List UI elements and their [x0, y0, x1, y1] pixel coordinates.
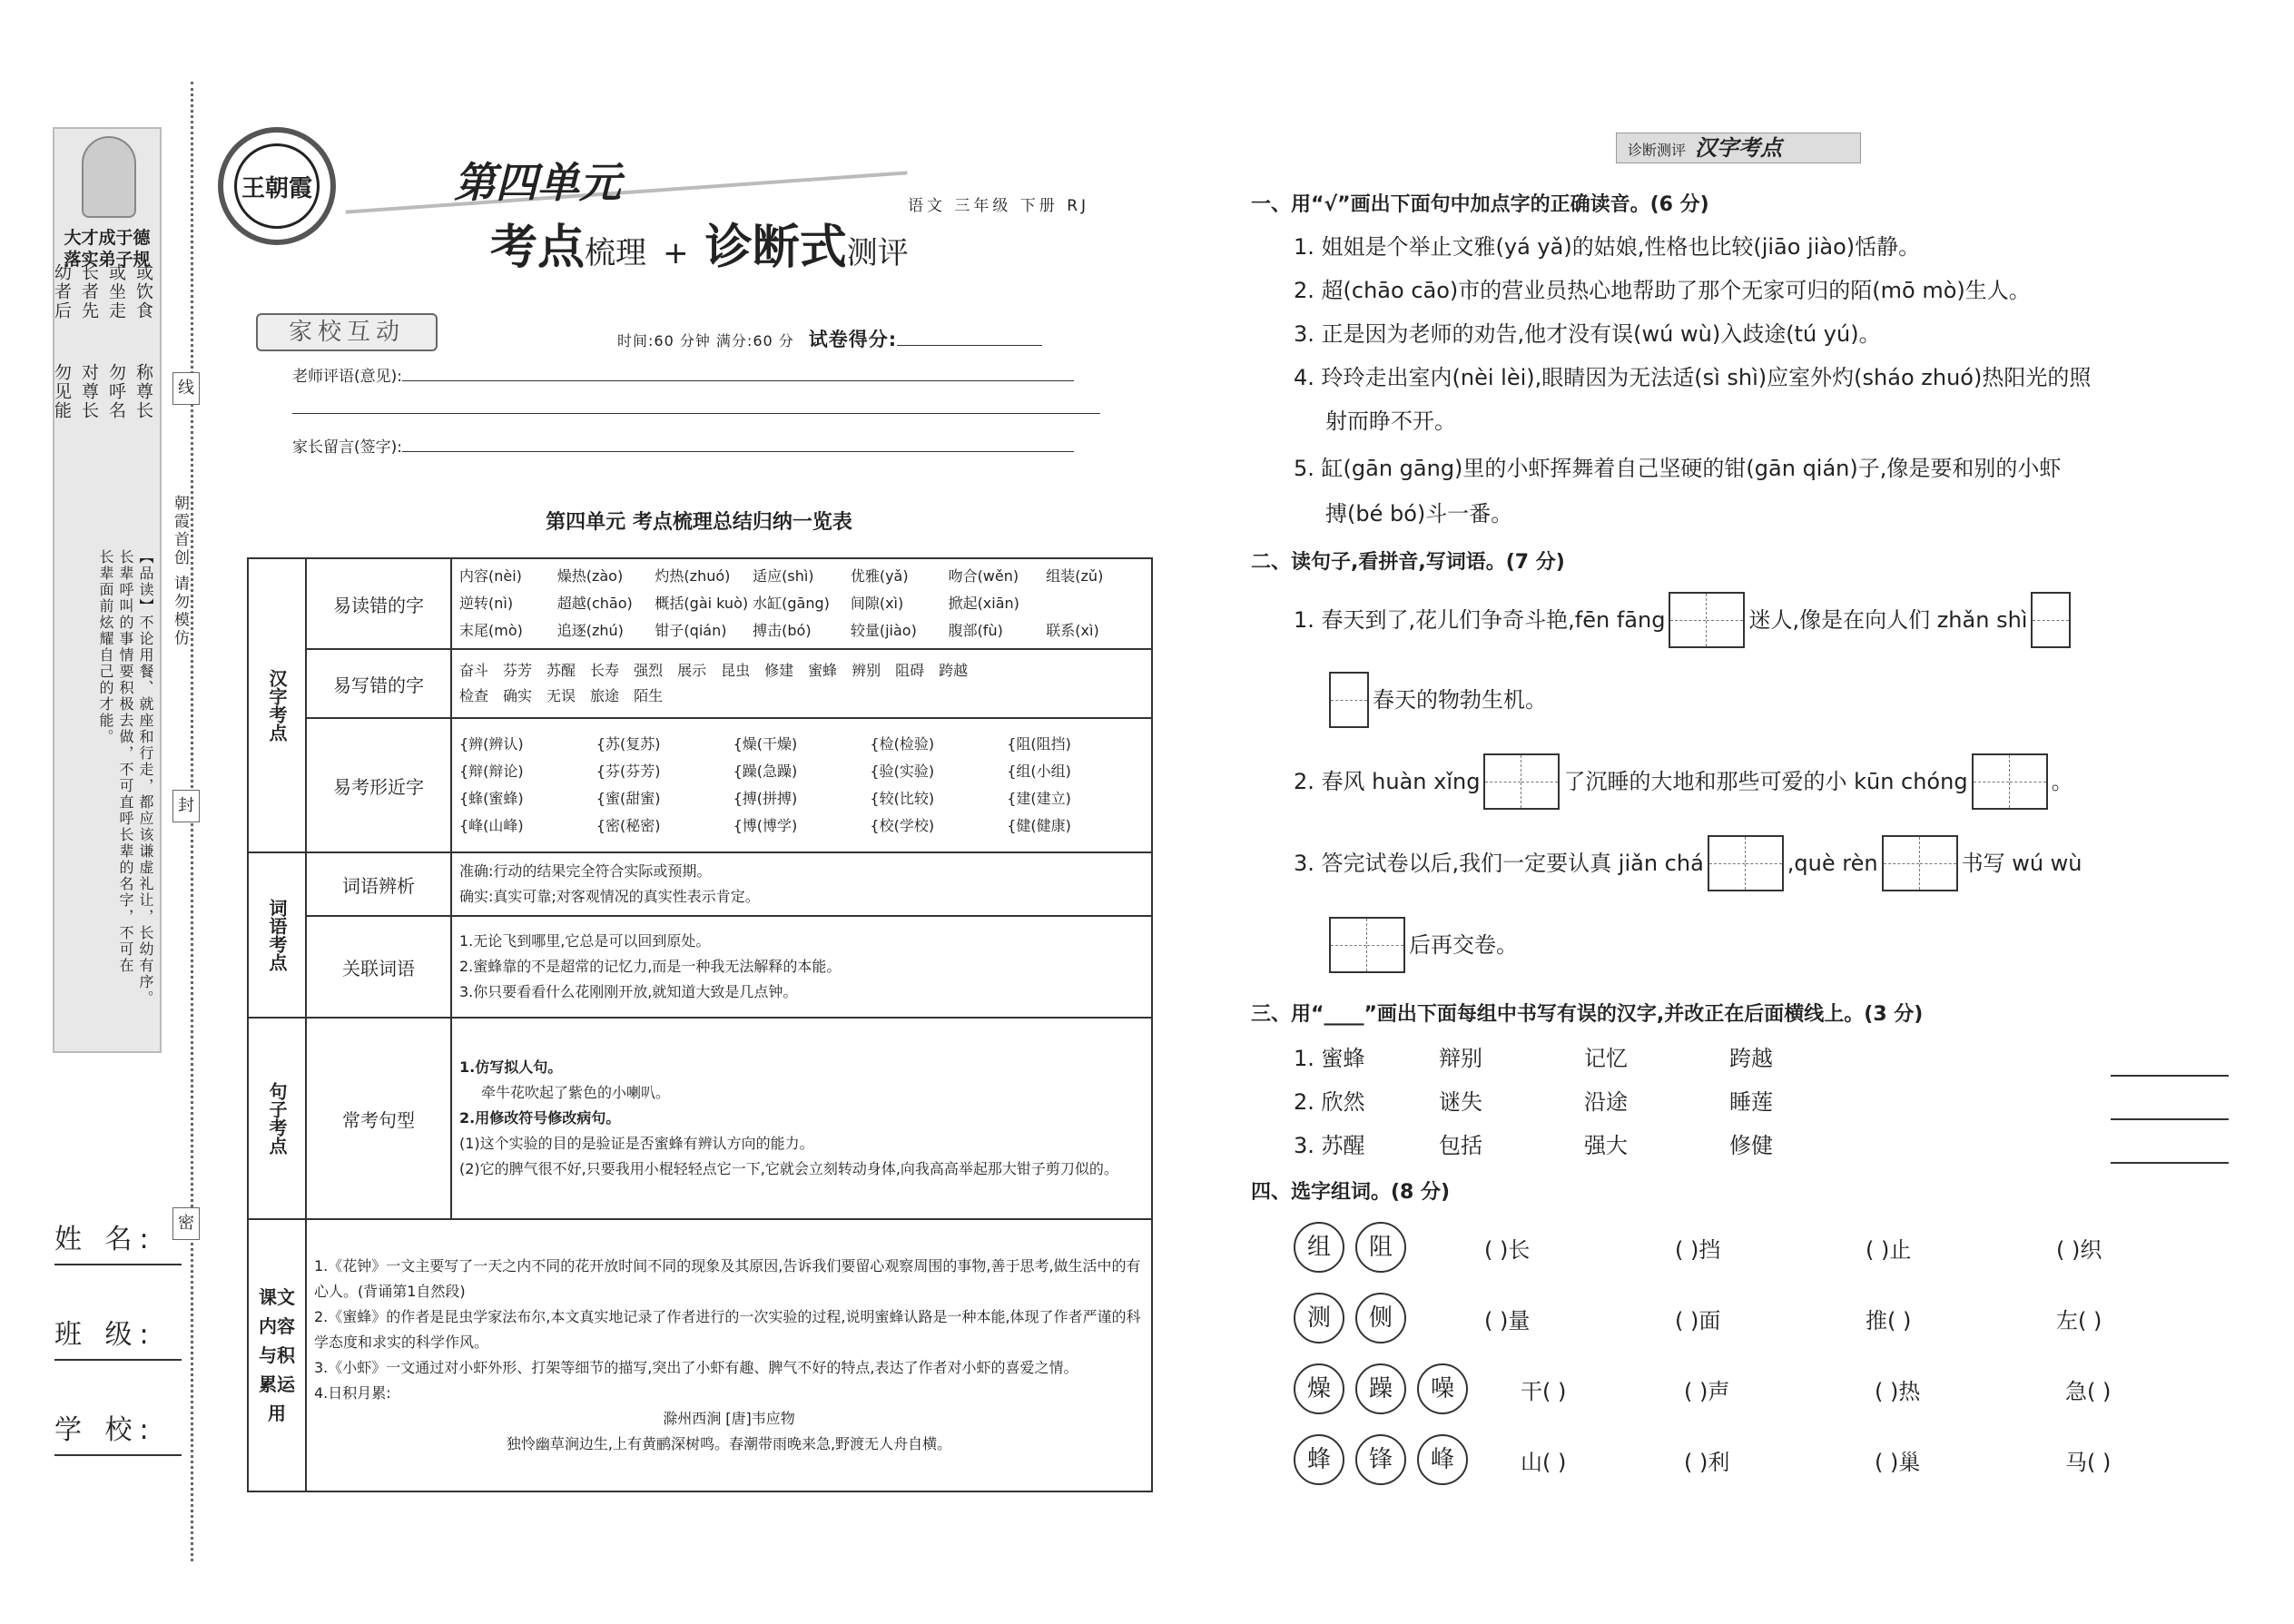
word: {检(检验): [870, 735, 935, 753]
q4-blank[interactable]: ( )热: [1875, 1378, 1921, 1404]
q4-blank[interactable]: 山( ): [1521, 1449, 1567, 1475]
word: 无误: [546, 687, 576, 704]
q3-word[interactable]: 3. 苏醒: [1294, 1133, 1365, 1158]
q4-blank[interactable]: ( )声: [1684, 1378, 1730, 1404]
q1-item[interactable]: 1. 姐姐是个举止文雅(yá yǎ)的姑娘,性格也比较(jiāo jiào)恬静。: [1294, 234, 1921, 260]
poem-title: 滁州西涧 [唐]韦应物: [663, 1410, 795, 1427]
home-school-badge: 家校互动: [256, 313, 438, 351]
copyright-vertical: 朝霞首创 请勿模仿: [171, 495, 189, 648]
word: 修建: [764, 662, 794, 679]
r2-content: [451, 649, 1152, 718]
word: 追逐(zhú): [556, 622, 624, 639]
row-label: 词语辨析: [306, 852, 451, 916]
unit-title: 第四单元: [454, 158, 621, 207]
school-field[interactable]: 学 校:: [54, 1407, 182, 1456]
q2-text: 1. 春天到了,花儿们争奇斗艳,fēn fāng: [1294, 607, 1666, 633]
child-figure-icon: [82, 136, 136, 218]
score-label: 试卷得分:: [808, 329, 898, 350]
name-field[interactable]: 姓 名:: [54, 1216, 182, 1265]
q3-word[interactable]: 记忆: [1584, 1046, 1628, 1071]
verse-col: 或坐走: [106, 263, 126, 320]
word: 蜜蜂: [808, 662, 838, 679]
char-circle: 躁: [1355, 1363, 1406, 1414]
word: {芬(芬芳): [596, 763, 661, 780]
writing-box[interactable]: [1669, 592, 1745, 648]
q4-blank[interactable]: 马( ): [2065, 1449, 2112, 1475]
line: 1.《花钟》一文主要写了一天之内不同的花开放时间不同的现象及其原因,告诉我们要留心观察周围的事物,善于思考,做生活中的有心人。(背诵第1自然段): [314, 1257, 1141, 1300]
word: 逆转(nì): [459, 595, 514, 612]
q4-blank[interactable]: 推( ): [1866, 1307, 1912, 1334]
word: {躁(急躁): [733, 763, 798, 780]
poem-body: 独怜幽草涧边生,上有黄鹂深树鸣。春潮带雨晚来急,野渡无人舟自横。: [506, 1435, 952, 1452]
word: 旅途: [590, 687, 620, 704]
word: {峰(山峰): [459, 817, 524, 834]
row-label: 关联词语: [306, 916, 451, 1018]
line: (2)它的脾气很不好,只要我用小棍轻轻点它一下,它就会立刻转动身体,向我高高举起那大钳子剪刀似的。: [459, 1160, 1118, 1177]
q2-text: 。: [2051, 769, 2073, 794]
word: 芬芳: [503, 662, 533, 679]
verse-col: 对尊长: [79, 363, 99, 420]
title-part: 梳理: [585, 235, 647, 271]
q3-word[interactable]: 修健: [1729, 1133, 1773, 1158]
verse-col: 勿见能: [52, 363, 72, 420]
r1-content: [451, 558, 1152, 649]
line: 确实:真实可靠;对客观情况的真实性表示肯定。: [459, 888, 760, 905]
word: {组(小组): [1007, 763, 1071, 780]
q1-item[interactable]: 3. 正是因为老师的劝告,他才没有误(wú wù)入歧途(tú yú)。: [1294, 321, 1881, 347]
word: {建(建立): [1007, 790, 1071, 807]
word: 长寿: [590, 662, 620, 679]
q3-word[interactable]: 包括: [1439, 1133, 1482, 1158]
page-title: [490, 209, 909, 277]
motto-line: 落实弟子规: [64, 250, 151, 270]
section-2-title: 二、读句子,看拼音,写词语。(7 分): [1251, 551, 1565, 574]
word: {燥(干燥): [733, 735, 798, 753]
seal-mark: 封: [172, 790, 200, 822]
row-label: 易写错的字: [306, 649, 451, 718]
q4-blank[interactable]: ( )利: [1684, 1449, 1730, 1475]
q4-blank[interactable]: ( )长: [1484, 1236, 1531, 1263]
q4-row: [1294, 1222, 2247, 1273]
writing-box[interactable]: [2031, 592, 2071, 648]
line: 1.无论飞到哪里,它总是可以回到原处。: [459, 932, 711, 950]
q2-line-3: [1294, 835, 2082, 891]
answer-line[interactable]: [2111, 1127, 2229, 1164]
r3-content: [451, 718, 1152, 852]
score-input[interactable]: [897, 345, 1042, 346]
teacher-input[interactable]: [402, 380, 1074, 381]
q4-blank[interactable]: ( )止: [1866, 1236, 1912, 1263]
word: {博(博学): [733, 817, 798, 834]
word: 辨别: [852, 662, 881, 679]
word: 适应(shì): [753, 567, 814, 585]
word: 钳子(qián): [655, 622, 727, 639]
q4-blank[interactable]: 急( ): [2065, 1378, 2112, 1404]
q2-text: 后再交卷。: [1409, 932, 1518, 958]
line: 2.蜜蜂靠的不是超常的记忆力,而是一种我无法解释的本能。: [459, 958, 842, 975]
word: 灼热(zhuó): [655, 567, 731, 585]
line: 3.《小虾》一文通过对小虾外形、打架等细节的描写,突出了小虾有趣、脾气不好的特点,表达了作者对小虾的喜爱之情。: [314, 1359, 1078, 1376]
word: {搏(拼搏): [733, 790, 798, 807]
r5-content: [451, 916, 1152, 1018]
word: 间隙(xì): [850, 595, 904, 612]
word: 苏醒: [546, 662, 576, 679]
parent-comment: [292, 434, 1074, 457]
title-part: 测评: [846, 235, 909, 271]
q4-blank[interactable]: ( )面: [1675, 1307, 1721, 1334]
section-badge: [1616, 133, 1861, 163]
section-3-title: 三、用“____”画出下面每组中书写有误的汉字,并改正在后面横线上。(3 分): [1251, 1003, 1924, 1026]
parent-label: 家长留言(签字):: [292, 438, 402, 457]
writing-box[interactable]: [1882, 835, 1958, 891]
char-circle: 噪: [1417, 1363, 1468, 1414]
q2-line-1: [1294, 592, 2074, 648]
word: 腹部(fù): [948, 622, 1003, 639]
sidebar-verse-lower: [52, 363, 154, 536]
answer-line[interactable]: [2111, 1084, 2229, 1120]
writing-box[interactable]: [1329, 672, 1369, 728]
q2-text: 书写 wú wù: [1961, 851, 2082, 876]
row-label: 易读错的字: [306, 558, 451, 649]
word: {验(实验): [870, 763, 935, 780]
writing-box[interactable]: [1972, 753, 2048, 810]
word: {蜂(蜜蜂): [459, 790, 524, 807]
word: 昆虫: [721, 662, 751, 679]
verse-col: 幼者后: [52, 263, 72, 320]
q3-word[interactable]: 沿途: [1584, 1089, 1628, 1115]
char-circle: 侧: [1355, 1293, 1406, 1343]
word: {辨(辨认): [459, 735, 524, 753]
line: 1.仿写拟人句。: [459, 1058, 563, 1076]
q2-text: 2. 春风 huàn xǐng: [1294, 769, 1481, 794]
q2-line-1b: [1325, 672, 1547, 728]
word: 组装(zǔ): [1046, 567, 1104, 585]
title-part: 诊断式: [704, 221, 847, 275]
category-hanzi: 汉字考点: [248, 558, 306, 852]
q3-word[interactable]: 1. 蜜蜂: [1294, 1046, 1365, 1071]
q2-text: 迷人,像是在向人们 zhǎn shì: [1748, 607, 2028, 633]
q1-item-cont: 射而睁不开。: [1325, 408, 1456, 434]
motto-line: 大才成于德: [64, 228, 151, 248]
writing-box[interactable]: [1329, 917, 1405, 973]
q4-row: [1294, 1363, 2256, 1414]
q3-word[interactable]: 跨越: [1729, 1046, 1773, 1071]
parent-input[interactable]: [402, 451, 1074, 452]
q2-text: 春天的物勃生机。: [1373, 687, 1547, 713]
q4-blank[interactable]: 左( ): [2056, 1307, 2102, 1334]
category-ciyu: 词语考点: [248, 852, 306, 1018]
title-plus: +: [663, 235, 689, 271]
answer-line[interactable]: [2111, 1040, 2229, 1077]
badge-small: 诊断测评: [1628, 142, 1687, 159]
word: 检查: [459, 687, 489, 704]
q3-word[interactable]: 谜失: [1439, 1089, 1482, 1115]
r6-content: [451, 1018, 1152, 1219]
q4-blank[interactable]: ( )织: [2056, 1236, 2102, 1263]
sidebar-quote: [64, 549, 154, 1039]
q2-line-2: [1294, 753, 2073, 810]
row-label: 易考形近字: [306, 718, 451, 852]
q3-row: [1294, 1084, 2229, 1120]
verse-col: 勿呼名: [106, 363, 126, 420]
q4-blank[interactable]: ( )挡: [1675, 1236, 1721, 1263]
q3-word[interactable]: 强大: [1584, 1133, 1628, 1158]
word: {阻(阻挡): [1007, 735, 1071, 753]
title-part: 考点: [490, 221, 586, 275]
q3-word[interactable]: 2. 欣然: [1294, 1089, 1365, 1115]
word: 强烈: [634, 662, 664, 679]
verse-col: 称尊长: [133, 363, 153, 420]
word: 展示: [677, 662, 707, 679]
quote-col: 【品读】不论用餐、就座和行走，都应该谦虚礼让，长幼有序。: [137, 549, 154, 1007]
logo-text: 王朝霞: [234, 143, 320, 229]
verse-col: 或饮食: [133, 263, 153, 320]
exam-info: [617, 325, 1042, 352]
char-circle: 燥: [1294, 1363, 1344, 1414]
grade-label: 语文 三年级 下册 RJ: [908, 197, 1090, 215]
word: {密(秘密): [596, 817, 661, 834]
q2-text: 了沉睡的大地和那些可爱的小 kūn chóng: [1563, 769, 1968, 794]
q4-row: [1294, 1293, 2247, 1343]
q3-row: [1294, 1127, 2229, 1164]
verse-col: 长者先: [79, 263, 99, 320]
word: {健(健康): [1007, 817, 1071, 834]
summary-table: [247, 557, 1153, 1492]
char-circle: 组: [1294, 1222, 1344, 1273]
r7-content: [306, 1219, 1152, 1491]
q1-item[interactable]: 5. 缸(gān gāng)里的小虾挥舞着自己坚硬的钳(gān qián)子,像是要和别的小虾: [1294, 456, 2062, 481]
q2-text: 3. 答完试卷以后,我们一定要认真 jiǎn chá: [1294, 851, 1704, 876]
quote-col: 长辈面前炫耀自己的才能。: [97, 549, 114, 745]
word: 燥热(zào): [556, 567, 624, 585]
char-circle: 峰: [1417, 1434, 1468, 1485]
q2-text: ,què rèn: [1787, 851, 1878, 876]
word: 超越(chāo): [556, 595, 633, 612]
word: 掀起(xiān): [948, 595, 1019, 612]
table-title: 第四单元 考点梳理总结归纳一览表: [546, 511, 852, 534]
quote-col: 长辈呼叫的事情要积极去做，不可直呼长辈的名字，不可在: [117, 549, 134, 974]
q3-word[interactable]: 睡莲: [1729, 1089, 1773, 1115]
q2-line-3b: [1325, 917, 1518, 973]
word: 联系(xì): [1046, 622, 1099, 639]
word: 奋斗: [459, 662, 489, 679]
q1-item[interactable]: 4. 玲玲走出室内(nèi lèi),眼睛因为无法适(sì shì)应室外灼(sháo zhuó)热阳光的照: [1294, 365, 2092, 390]
word: {校(学校): [870, 817, 935, 834]
q4-blank[interactable]: ( )巢: [1875, 1449, 1921, 1475]
char-circle: 阻: [1355, 1222, 1406, 1273]
word: 跨越: [939, 662, 969, 679]
seal-mark: 密: [172, 1207, 200, 1240]
row-label: 常考句型: [306, 1018, 451, 1219]
line: 2.用修改符号修改病句。: [459, 1109, 621, 1127]
word: 内容(nèi): [459, 567, 522, 585]
word: 阻碍: [895, 662, 925, 679]
word: {辩(辩论): [459, 763, 524, 780]
writing-box[interactable]: [1708, 835, 1784, 891]
sidebar-verse: [52, 263, 154, 363]
char-circle: 蜂: [1294, 1434, 1344, 1485]
teacher-comment: [292, 363, 1074, 386]
line: 准确:行动的结果完全符合实际或预期。: [459, 862, 712, 880]
word: 较量(jiào): [850, 622, 917, 639]
brand-logo: [218, 127, 336, 245]
word: 陌生: [634, 687, 664, 704]
decor-ribbon: [346, 171, 908, 213]
q4-blank[interactable]: 干( ): [1521, 1378, 1567, 1404]
word: 确实: [503, 687, 533, 704]
line: 2.《蜜蜂》的作者是昆虫学家法布尔,本文真实地记录了作者进行的一次实验的过程,说明蜜蜂认路是一种本能,体现了作者严谨的科学态度和求实的科学作风。: [314, 1308, 1141, 1351]
q4-row: [1294, 1434, 2256, 1485]
word: 优雅(yǎ): [850, 567, 909, 585]
category-kewen: 课文内容与积累运用: [248, 1219, 306, 1491]
r4-content: [451, 852, 1152, 916]
q3-row: [1294, 1040, 2229, 1077]
category-juzi: 句子考点: [248, 1018, 306, 1219]
word: {蜜(甜蜜): [596, 790, 661, 807]
q3-word[interactable]: 辩别: [1439, 1046, 1482, 1071]
word: 水缸(gāng): [753, 595, 830, 612]
badge-big: 汉字考点: [1695, 135, 1783, 161]
word: {较(比较): [870, 790, 935, 807]
q4-blank[interactable]: ( )量: [1484, 1307, 1531, 1334]
line: (1)这个实验的目的是验证是否蜜蜂有辨认方向的能力。: [459, 1135, 814, 1152]
word: {苏(复苏): [596, 735, 661, 753]
section-4-title: 四、选字组词。(8 分): [1251, 1181, 1451, 1204]
char-circle: 测: [1294, 1293, 1344, 1343]
class-field[interactable]: 班 级:: [54, 1312, 182, 1361]
word: 搏击(bó): [753, 622, 812, 639]
time-info: 时间:60 分钟 满分:60 分: [617, 332, 794, 349]
line: 3.你只要看看什么花刚刚开放,就知道大致是几点钟。: [459, 983, 798, 1000]
section-1-title: 一、用“√”画出下面句中加点字的正确读音。(6 分): [1251, 193, 1709, 216]
q1-item-cont: 搏(bé bó)斗一番。: [1325, 501, 1513, 527]
q1-item[interactable]: 2. 超(chāo cāo)市的营业员热心地帮助了那个无家可归的陌(mō mò)生人。: [1294, 278, 2031, 303]
comment-line[interactable]: [292, 413, 1100, 414]
word: 概括(gài kuò): [655, 595, 749, 612]
char-circle: 锋: [1355, 1434, 1406, 1485]
line: 4.日积月累:: [314, 1384, 391, 1402]
seal-mark: 线: [172, 372, 200, 405]
word: 末尾(mò): [459, 622, 523, 639]
writing-box[interactable]: [1483, 753, 1560, 810]
teacher-label: 老师评语(意见):: [292, 368, 402, 386]
line: 牵牛花吹起了紫色的小喇叭。: [481, 1084, 671, 1101]
word: 吻合(wěn): [948, 567, 1019, 585]
